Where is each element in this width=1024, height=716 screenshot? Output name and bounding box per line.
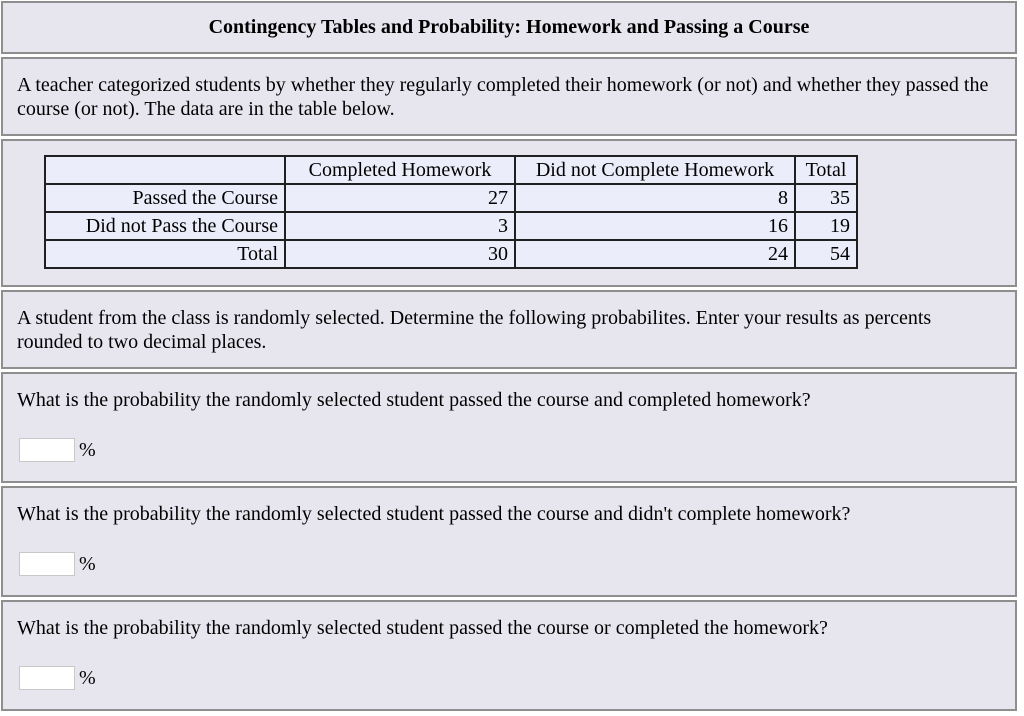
header-did-not-complete-homework: Did not Complete Homework [515,156,795,184]
row-label-total: Total [45,240,285,268]
question-2-text: What is the probability the randomly selected student passed the course and didn't complete homework? [17,503,851,525]
answer-3-input[interactable] [19,666,75,690]
table-header-row [45,156,857,184]
question-1-text: What is the probability the randomly selected student passed the course and completed homework? [17,389,811,411]
percent-unit-2: % [79,553,96,575]
question-1-panel [1,372,1017,483]
table-row [45,184,857,212]
question-3-text: What is the probability the randomly selected student passed the course or completed the homework? [17,617,828,639]
cell-passed-not-completed: 8 [515,184,795,212]
percent-unit-1: % [79,439,96,461]
row-label-did-not-pass: Did not Pass the Course [45,212,285,240]
table-row [45,212,857,240]
contingency-table [44,155,858,269]
cell-not-passed-not-completed: 16 [515,212,795,240]
title-panel [1,1,1017,54]
answer-row-3 [19,666,96,690]
cell-total-completed: 30 [285,240,515,268]
cell-grand-total: 54 [795,240,857,268]
cell-passed-completed: 27 [285,184,515,212]
question-3-panel [1,600,1017,711]
table-corner-cell [45,156,285,184]
instructions-text: A student from the class is randomly selected. Determine the following probabilites. Enter your results as percents rounded to two decimal places. [17,307,932,353]
cell-total-not-completed: 24 [515,240,795,268]
table-row [45,240,857,268]
question-2-panel [1,486,1017,597]
row-label-passed: Passed the Course [45,184,285,212]
answer-row-2 [19,552,96,576]
intro-panel [1,57,1017,136]
answer-2-input[interactable] [19,552,75,576]
instructions-panel [1,290,1017,369]
cell-not-passed-completed: 3 [285,212,515,240]
page-title: Contingency Tables and Probability: Homework and Passing a Course [208,16,810,38]
cell-passed-total: 35 [795,184,857,212]
intro-text: A teacher categorized students by whether they regularly completed their homework (or not) and whether they passed the course (or not). The data are in the table below. [17,74,989,120]
answer-row-1 [19,438,96,462]
cell-not-passed-total: 19 [795,212,857,240]
header-completed-homework: Completed Homework [285,156,515,184]
table-panel [1,139,1017,287]
answer-1-input[interactable] [19,438,75,462]
percent-unit-3: % [79,667,96,689]
header-total: Total [795,156,857,184]
